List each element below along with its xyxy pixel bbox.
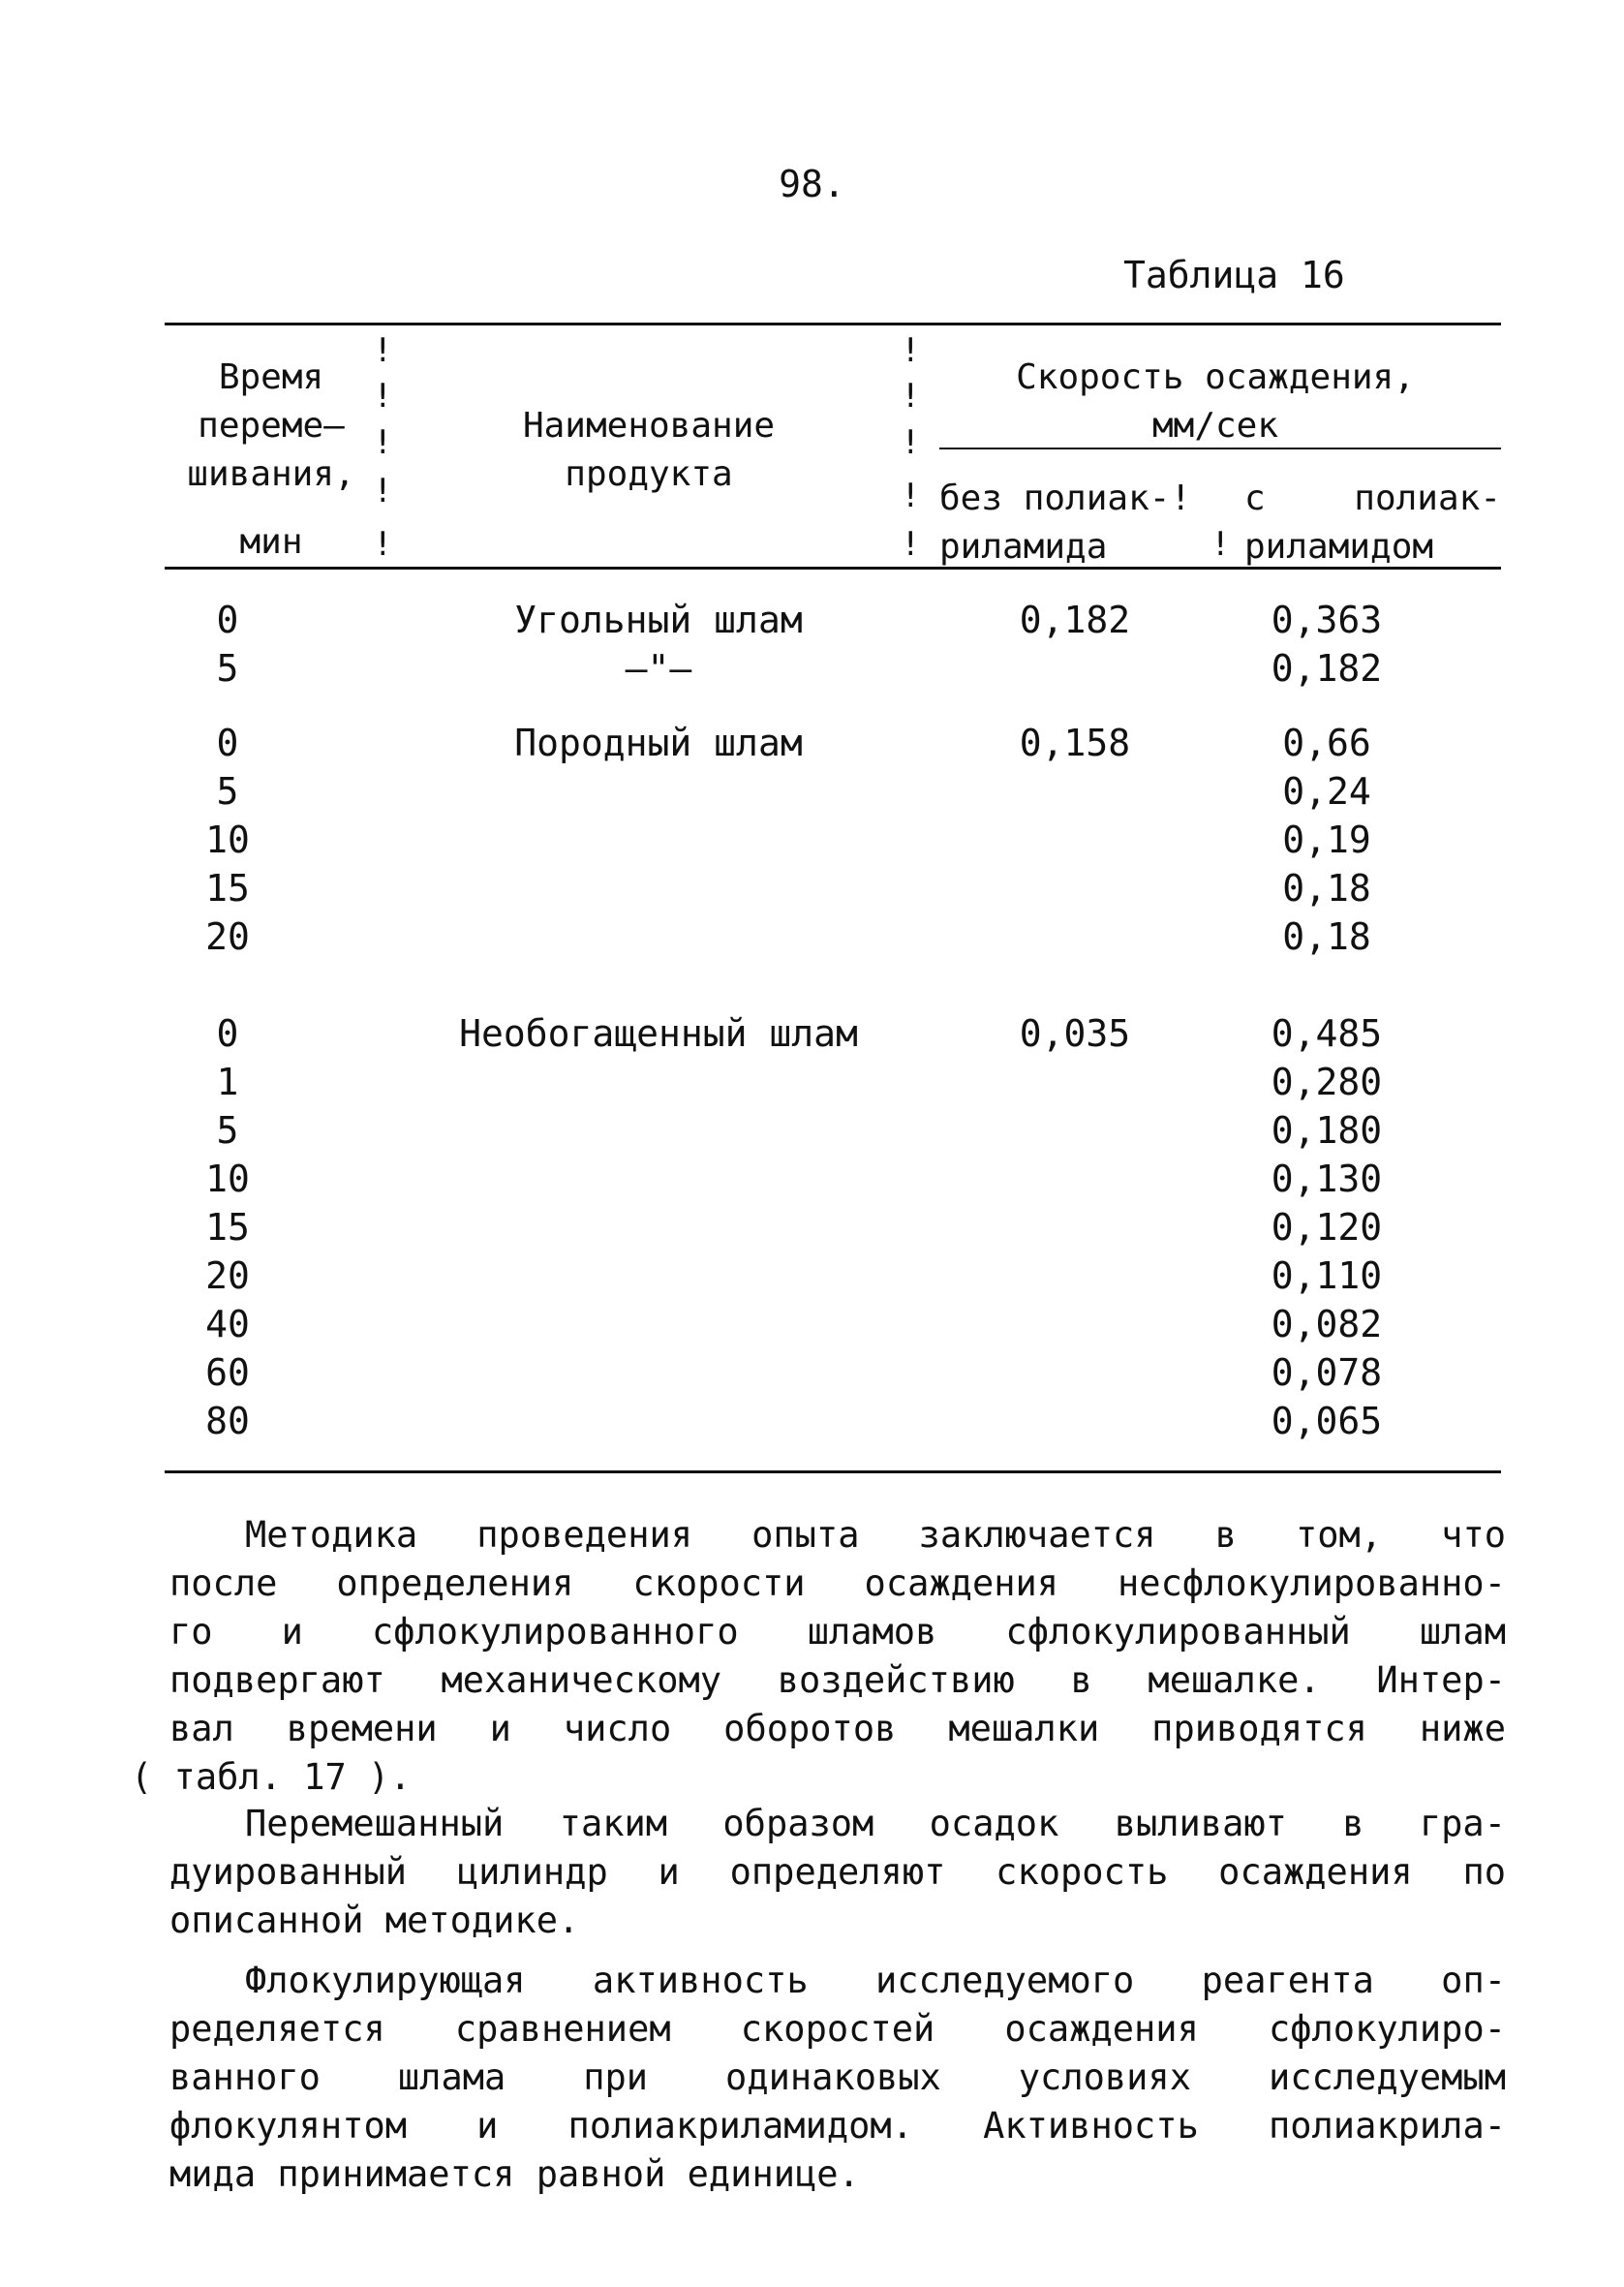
time-cell: 0 (216, 722, 239, 764)
speed-with-pam-cell: 0,19 (1282, 819, 1371, 861)
header-product-line-1: Наименование (522, 406, 776, 446)
time-cell: 15 (205, 1206, 250, 1249)
header-with-pam-line-1: с полиак- (1244, 479, 1501, 518)
table-title: Таблица 16 (1123, 254, 1345, 296)
speed-with-pam-cell: 0,18 (1282, 915, 1371, 958)
time-cell: 5 (216, 647, 239, 690)
product-cell: Необогащенный шлам (459, 1012, 858, 1055)
paragraph-method (131, 1511, 1506, 1802)
speed-with-pam-cell: 0,280 (1271, 1061, 1383, 1103)
page-number: 98. (779, 163, 845, 205)
speed-no-pam-cell: 0,182 (1019, 599, 1131, 641)
text-line: Флокулирующая активность исследуемого реагента оп- (245, 1960, 1506, 2001)
header-with-pam-line-2: риламидом (1244, 527, 1434, 567)
table-top-rule (165, 323, 1501, 325)
speed-with-pam-cell: 0,363 (1271, 599, 1383, 641)
text-line: Перемешанный таким образом осадок выливают в гра- (245, 1803, 1506, 1844)
speed-with-pam-cell: 0,065 (1271, 1400, 1383, 1442)
speed-no-pam-cell: 0,035 (1019, 1012, 1131, 1055)
product-cell: Породный шлам (514, 722, 803, 764)
product-cell: Угольный шлам (514, 599, 803, 641)
speed-with-pam-cell: 0,66 (1282, 722, 1371, 764)
text-line: вал времени и число оборотов мешалки приводятся ниже (169, 1708, 1506, 1749)
header-product-line-2: продукта (565, 454, 733, 494)
header-speed-line-1: Скорость осаждения, (1016, 357, 1415, 397)
header-time-line-4: мин (239, 522, 303, 562)
speed-with-pam-cell: 0,110 (1271, 1254, 1383, 1297)
speed-with-pam-cell: 0,485 (1271, 1012, 1383, 1055)
speed-with-pam-cell: 0,180 (1271, 1109, 1383, 1152)
text-line: мида принимается равной единице. (169, 2153, 860, 2195)
header-time-line-1: Время (218, 357, 324, 397)
time-cell: 40 (205, 1303, 250, 1345)
text-line: после определения скорости осаждения несфлокулированно- (169, 1562, 1506, 1604)
time-cell: 20 (205, 1254, 250, 1297)
time-cell: 60 (205, 1351, 250, 1394)
paragraph-mixed-sediment (169, 1800, 1506, 1945)
table-bottom-rule (165, 1470, 1501, 1473)
header-speed-line-2: мм/сек (1151, 406, 1279, 446)
time-cell: 10 (205, 1158, 250, 1200)
speed-with-pam-cell: 0,24 (1282, 770, 1371, 813)
header-no-pam-line-1: без полиак-! (939, 479, 1192, 518)
speed-with-pam-cell: 0,082 (1271, 1303, 1383, 1345)
header-no-pam-line-2: риламида (939, 527, 1108, 567)
header-time-line-2: переме– (198, 406, 345, 446)
time-cell: 20 (205, 915, 250, 958)
text-line: дуированный цилиндр и определяют скорость осаждения по (169, 1851, 1506, 1893)
time-cell: 80 (205, 1400, 250, 1442)
text-line: флокулянтом и полиакриламидом. Активность полиакрила- (169, 2105, 1506, 2147)
paragraph-flocculating-activity (169, 1957, 1506, 2199)
text-line: описанной методике. (169, 1900, 580, 1941)
time-cell: 10 (205, 819, 250, 861)
text-line: ределяется сравнением скоростей осаждения сфлокулиро- (169, 2008, 1506, 2050)
text-line: ванного шлама при одинаковых условиях исследуемым (169, 2056, 1506, 2098)
time-cell: 5 (216, 770, 239, 813)
speed-with-pam-cell: 0,078 (1271, 1351, 1383, 1394)
time-cell: 0 (216, 599, 239, 641)
speed-with-pam-cell: 0,130 (1271, 1158, 1383, 1200)
time-cell: 0 (216, 1012, 239, 1055)
header-time-line-3: шивания, (187, 454, 355, 494)
time-cell: 15 (205, 867, 250, 910)
product-cell: –"– (625, 647, 692, 690)
column-separator-3: ! (1210, 525, 1231, 564)
text-line: ( табл. 17 ). (131, 1756, 412, 1798)
speed-with-pam-cell: 0,18 (1282, 867, 1371, 910)
text-line: Методика проведения опыта заключается в том, что (245, 1514, 1506, 1556)
time-cell: 5 (216, 1109, 239, 1152)
text-line: го и сфлокулированного шламов сфлокулированный шлам (169, 1611, 1506, 1653)
time-cell: 1 (216, 1061, 239, 1103)
text-line: подвергают механическому воздействию в мешалке. Интер- (169, 1659, 1506, 1701)
speed-with-pam-cell: 0,182 (1271, 647, 1383, 690)
speed-no-pam-cell: 0,158 (1019, 722, 1131, 764)
speed-with-pam-cell: 0,120 (1271, 1206, 1383, 1249)
